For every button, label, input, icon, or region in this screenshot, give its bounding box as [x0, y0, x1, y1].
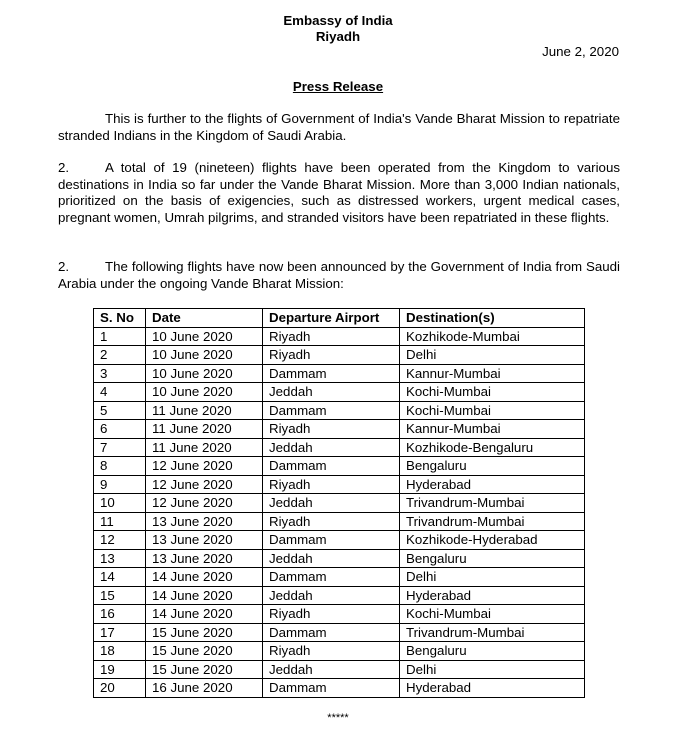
- cell-destination: Trivandrum-Mumbai: [400, 623, 585, 642]
- cell-destination: Delhi: [400, 346, 585, 365]
- cell-date: 12 June 2020: [146, 475, 263, 494]
- cell-departure: Riyadh: [263, 642, 400, 661]
- table-row: [94, 531, 585, 550]
- document-title: Press Release: [292, 79, 384, 94]
- cell-date: 10 June 2020: [146, 383, 263, 402]
- cell-sno: 19: [94, 660, 146, 679]
- header-date: Date: [146, 309, 263, 328]
- cell-departure: Riyadh: [263, 605, 400, 624]
- cell-date: 13 June 2020: [146, 549, 263, 568]
- cell-sno: 4: [94, 383, 146, 402]
- cell-destination: Kozhikode-Mumbai: [400, 327, 585, 346]
- cell-date: 12 June 2020: [146, 457, 263, 476]
- table-header-row: [94, 309, 585, 328]
- cell-departure: Dammam: [263, 457, 400, 476]
- cell-sno: 13: [94, 549, 146, 568]
- table-row: [94, 383, 585, 402]
- cell-destination: Hyderabad: [400, 679, 585, 698]
- cell-destination: Kochi-Mumbai: [400, 383, 585, 402]
- cell-destination: Trivandrum-Mumbai: [400, 512, 585, 531]
- cell-departure: Dammam: [263, 679, 400, 698]
- cell-sno: 17: [94, 623, 146, 642]
- cell-destination: Kochi-Mumbai: [400, 401, 585, 420]
- cell-date: 16 June 2020: [146, 679, 263, 698]
- table-row: [94, 549, 585, 568]
- flights-table: [93, 308, 585, 698]
- cell-departure: Riyadh: [263, 512, 400, 531]
- cell-departure: Dammam: [263, 401, 400, 420]
- cell-destination: Bengaluru: [400, 549, 585, 568]
- paragraph-2: 2. A total of 19 (nineteen) flights have been operated from the Kingdom to various destinations in India so far under the Vande Bharat Mission. More than 3,000 Indian nationals, prioritized on the basis of exigencies, such as distressed workers, urgent medical cases, pregnant women, Umrah pilgrims, and stranded visitors have been repatriated in these flights.: [58, 160, 620, 225]
- cell-departure: Jeddah: [263, 438, 400, 457]
- cell-sno: 11: [94, 512, 146, 531]
- cell-destination: Hyderabad: [400, 475, 585, 494]
- cell-date: 15 June 2020: [146, 660, 263, 679]
- cell-sno: 18: [94, 642, 146, 661]
- cell-date: 10 June 2020: [146, 327, 263, 346]
- cell-departure: Riyadh: [263, 420, 400, 439]
- cell-destination: Kannur-Mumbai: [400, 420, 585, 439]
- cell-date: 14 June 2020: [146, 586, 263, 605]
- cell-date: 12 June 2020: [146, 494, 263, 513]
- cell-destination: Hyderabad: [400, 586, 585, 605]
- cell-sno: 14: [94, 568, 146, 587]
- table-row: [94, 512, 585, 531]
- cell-destination: Trivandrum-Mumbai: [400, 494, 585, 513]
- cell-departure: Jeddah: [263, 660, 400, 679]
- cell-departure: Dammam: [263, 568, 400, 587]
- cell-sno: 9: [94, 475, 146, 494]
- table-row: [94, 475, 585, 494]
- cell-destination: Delhi: [400, 660, 585, 679]
- cell-date: 13 June 2020: [146, 512, 263, 531]
- cell-departure: Riyadh: [263, 346, 400, 365]
- cell-sno: 10: [94, 494, 146, 513]
- cell-sno: 12: [94, 531, 146, 550]
- cell-destination: Bengaluru: [400, 457, 585, 476]
- cell-departure: Jeddah: [263, 549, 400, 568]
- table-row: [94, 420, 585, 439]
- table-row: [94, 364, 585, 383]
- cell-departure: Dammam: [263, 623, 400, 642]
- cell-destination: Bengaluru: [400, 642, 585, 661]
- table-row: [94, 438, 585, 457]
- cell-departure: Riyadh: [263, 327, 400, 346]
- table-row: [94, 679, 585, 698]
- table-row: [94, 327, 585, 346]
- cell-date: 10 June 2020: [146, 364, 263, 383]
- cell-date: 11 June 2020: [146, 401, 263, 420]
- release-date: June 2, 2020: [542, 44, 619, 59]
- table-row: [94, 586, 585, 605]
- cell-sno: 20: [94, 679, 146, 698]
- cell-date: 15 June 2020: [146, 642, 263, 661]
- cell-sno: 7: [94, 438, 146, 457]
- cell-sno: 15: [94, 586, 146, 605]
- cell-departure: Jeddah: [263, 586, 400, 605]
- cell-departure: Riyadh: [263, 475, 400, 494]
- cell-sno: 5: [94, 401, 146, 420]
- table-row: [94, 346, 585, 365]
- table-row: [94, 642, 585, 661]
- cell-date: 11 June 2020: [146, 438, 263, 457]
- org-name: Embassy of India: [283, 13, 393, 28]
- paragraph-3: 2. The following flights have now been announced by the Government of India from Saudi Arabia under the ongoing Vande Bharat Mission:: [58, 259, 620, 291]
- cell-departure: Dammam: [263, 364, 400, 383]
- cell-destination: Kannur-Mumbai: [400, 364, 585, 383]
- cell-date: 15 June 2020: [146, 623, 263, 642]
- cell-date: 14 June 2020: [146, 605, 263, 624]
- cell-date: 13 June 2020: [146, 531, 263, 550]
- cell-sno: 6: [94, 420, 146, 439]
- cell-destination: Kozhikode-Hyderabad: [400, 531, 585, 550]
- table-row: [94, 660, 585, 679]
- table-row: [94, 623, 585, 642]
- cell-departure: Jeddah: [263, 494, 400, 513]
- table-row: [94, 568, 585, 587]
- header-destination: Destination(s): [400, 309, 585, 328]
- paragraph-1: This is further to the flights of Government of India's Vande Bharat Mission to repatriate stranded Indians in the Kingdom of Saudi Arabia.: [58, 111, 620, 143]
- header-sno: S. No: [94, 309, 146, 328]
- cell-sno: 2: [94, 346, 146, 365]
- cell-destination: Kochi-Mumbai: [400, 605, 585, 624]
- table-row: [94, 605, 585, 624]
- cell-date: 10 June 2020: [146, 346, 263, 365]
- cell-destination: Kozhikode-Bengaluru: [400, 438, 585, 457]
- city-name: Riyadh: [315, 29, 361, 44]
- table-row: [94, 494, 585, 513]
- header-departure: Departure Airport: [263, 309, 400, 328]
- cell-sno: 8: [94, 457, 146, 476]
- table-row: [94, 457, 585, 476]
- cell-departure: Jeddah: [263, 383, 400, 402]
- cell-departure: Dammam: [263, 531, 400, 550]
- cell-date: 14 June 2020: [146, 568, 263, 587]
- cell-destination: Delhi: [400, 568, 585, 587]
- cell-sno: 1: [94, 327, 146, 346]
- table-row: [94, 401, 585, 420]
- end-mark: *****: [327, 712, 349, 724]
- cell-sno: 3: [94, 364, 146, 383]
- cell-sno: 16: [94, 605, 146, 624]
- cell-date: 11 June 2020: [146, 420, 263, 439]
